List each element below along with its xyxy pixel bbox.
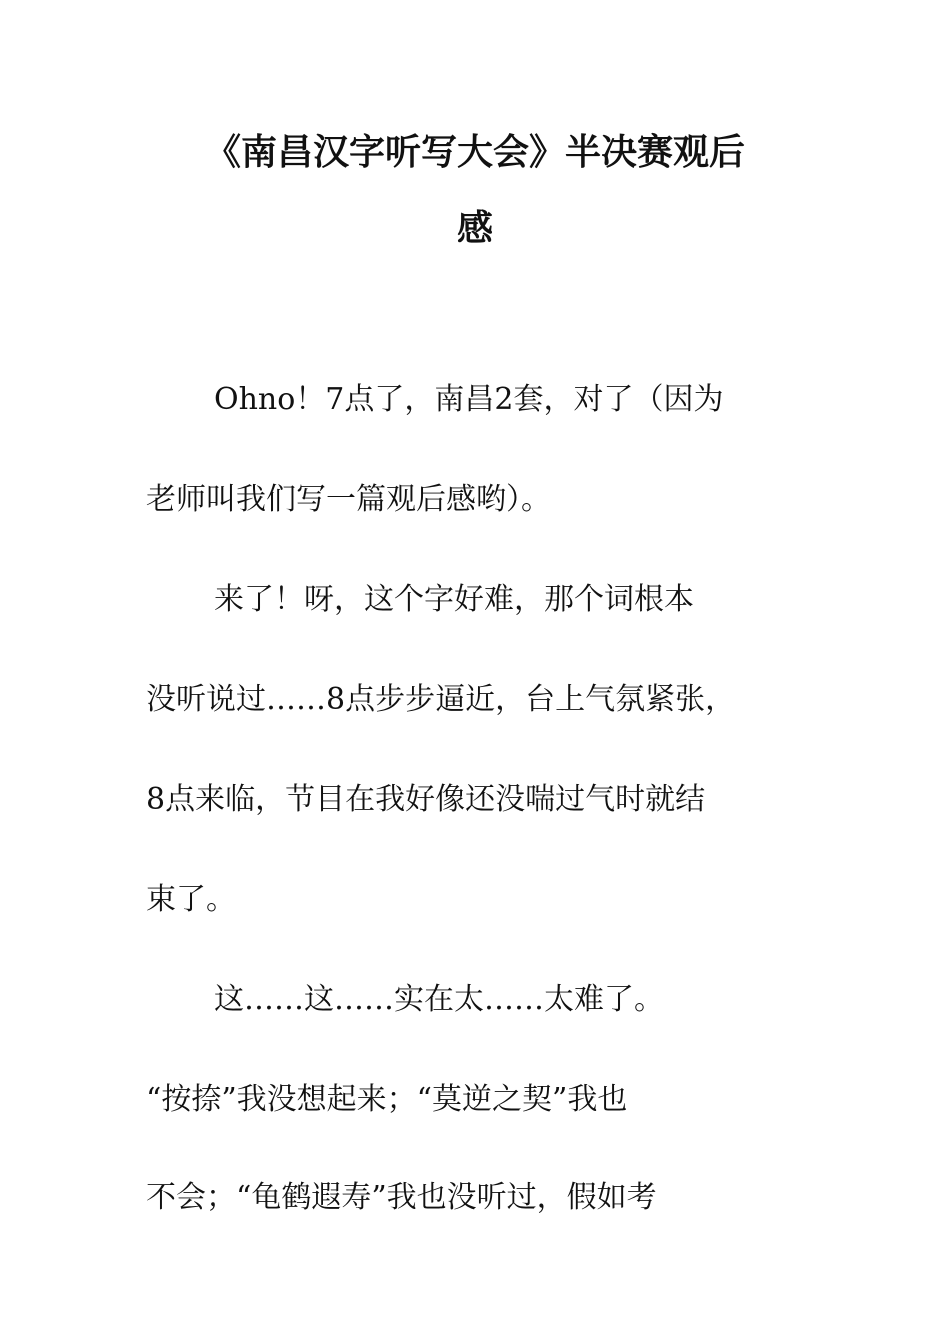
body-line-6: 束了。 (146, 882, 236, 917)
body-line-4: 没听说过……8点步步逼近，台上气氛紧张， (146, 682, 736, 717)
body-line-8: “按捺”我没想起来；“莫逆之契”我也 (146, 1082, 628, 1117)
body-line-7: 这……这……实在太……太难了。 (214, 982, 664, 1017)
body-line-3: 来了！呀，这个字好难，那个词根本 (214, 582, 694, 617)
document-title-line-2: 感 (456, 208, 493, 249)
body-line-1: Ohno！7点了，南昌2套，对了（因为 (214, 382, 724, 417)
body-line-5: 8点来临，节目在我好像还没喘过气时就结 (146, 782, 706, 817)
body-line-9: 不会；“龟鹤遐寿”我也没听过，假如考 (146, 1180, 657, 1215)
document-title-line-1: 《南昌汉字听写大会》半决赛观后 (204, 132, 745, 173)
body-line-2: 老师叫我们写一篇观后感哟）。 (146, 482, 551, 517)
